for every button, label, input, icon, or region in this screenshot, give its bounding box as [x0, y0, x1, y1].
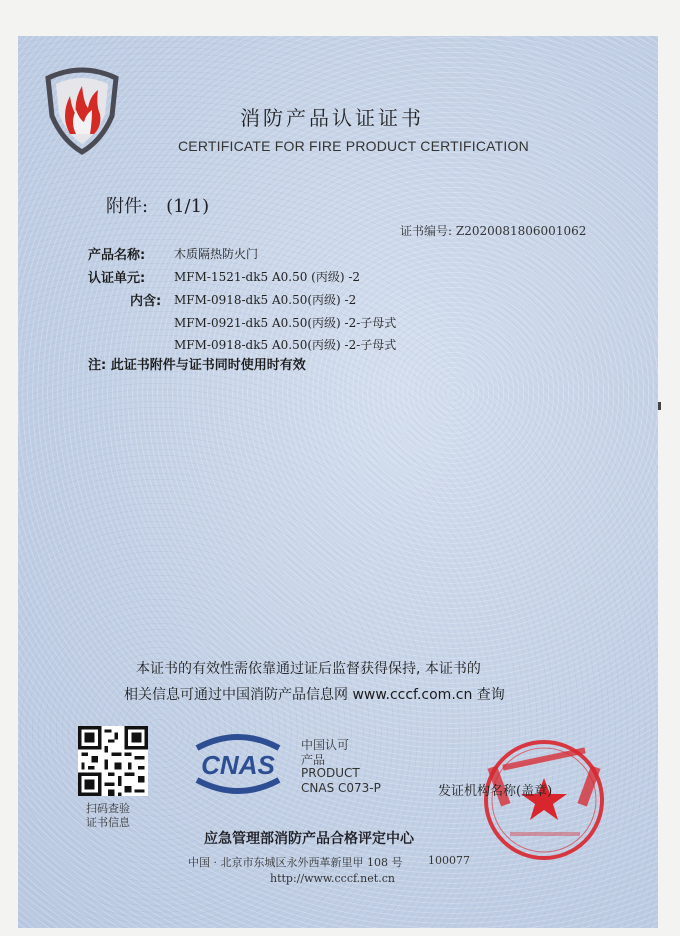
qr-caption-line1: 扫码查验 — [86, 802, 130, 815]
validity-statement-line1: 本证书的有效性需依靠通过证后监督获得保持, 本证书的 — [136, 661, 481, 677]
attachment-value: (1/1) — [166, 196, 210, 217]
flame-shield-icon — [40, 56, 124, 156]
issuer-address: 中国 · 北京市东城区永外西革新里甲 108 号 — [188, 856, 403, 869]
red-seal-stamp — [480, 736, 608, 864]
issuer-label: 发证机构名称(盖章) — [438, 784, 553, 799]
contains-item: MFM-0918-dk5 A0.50(丙级) -2-子母式 — [174, 338, 397, 352]
product-name-label: 产品名称: — [88, 248, 146, 263]
contains-label: 内含: — [130, 294, 162, 309]
unit-value: MFM-1521-dk5 A0.50 (丙级) -2 — [174, 270, 361, 284]
certificate-sheet — [18, 36, 658, 928]
contains-item: MFM-0918-dk5 A0.50(丙级) -2 — [174, 293, 357, 307]
issuer-website[interactable]: http://www.cccf.net.cn — [270, 872, 395, 885]
certificate-title-en: CERTIFICATE FOR FIRE PRODUCT CERTIFICATION — [178, 138, 529, 154]
unit-label: 认证单元: — [88, 271, 146, 286]
attachment-line — [106, 192, 209, 218]
attachment-label: 附件: — [106, 196, 149, 217]
cnas-line1: 中国认可 — [301, 738, 350, 752]
issuer-postcode: 100077 — [428, 854, 470, 867]
certificate-title-cn: 消防产品认证证书 — [240, 106, 424, 130]
qr-code-icon[interactable] — [78, 726, 148, 796]
cnas-logo-text: CNAS — [201, 750, 275, 780]
validity-statement-line2: 相关信息可通过中国消防产品信息网 www.cccf.com.cn 查询 — [124, 687, 505, 703]
issuer-organization: 应急管理部消防产品合格评定中心 — [204, 831, 414, 847]
cnas-line3: PRODUCT — [301, 766, 360, 780]
qr-caption-line2: 证书信息 — [86, 816, 130, 829]
cnas-line2: 产品 — [301, 753, 326, 767]
cnas-logo-icon — [183, 732, 293, 796]
certificate-number: 证书编号: Z2020081806001062 — [400, 224, 587, 238]
edge-mark — [658, 402, 661, 410]
validity-note: 注: 此证书附件与证书同时使用时有效 — [88, 358, 306, 373]
cnas-line4: CNAS C073-P — [301, 781, 381, 795]
contains-item: MFM-0921-dk5 A0.50(丙级) -2-子母式 — [174, 316, 397, 330]
product-name-value: 木质隔热防火门 — [174, 247, 259, 261]
